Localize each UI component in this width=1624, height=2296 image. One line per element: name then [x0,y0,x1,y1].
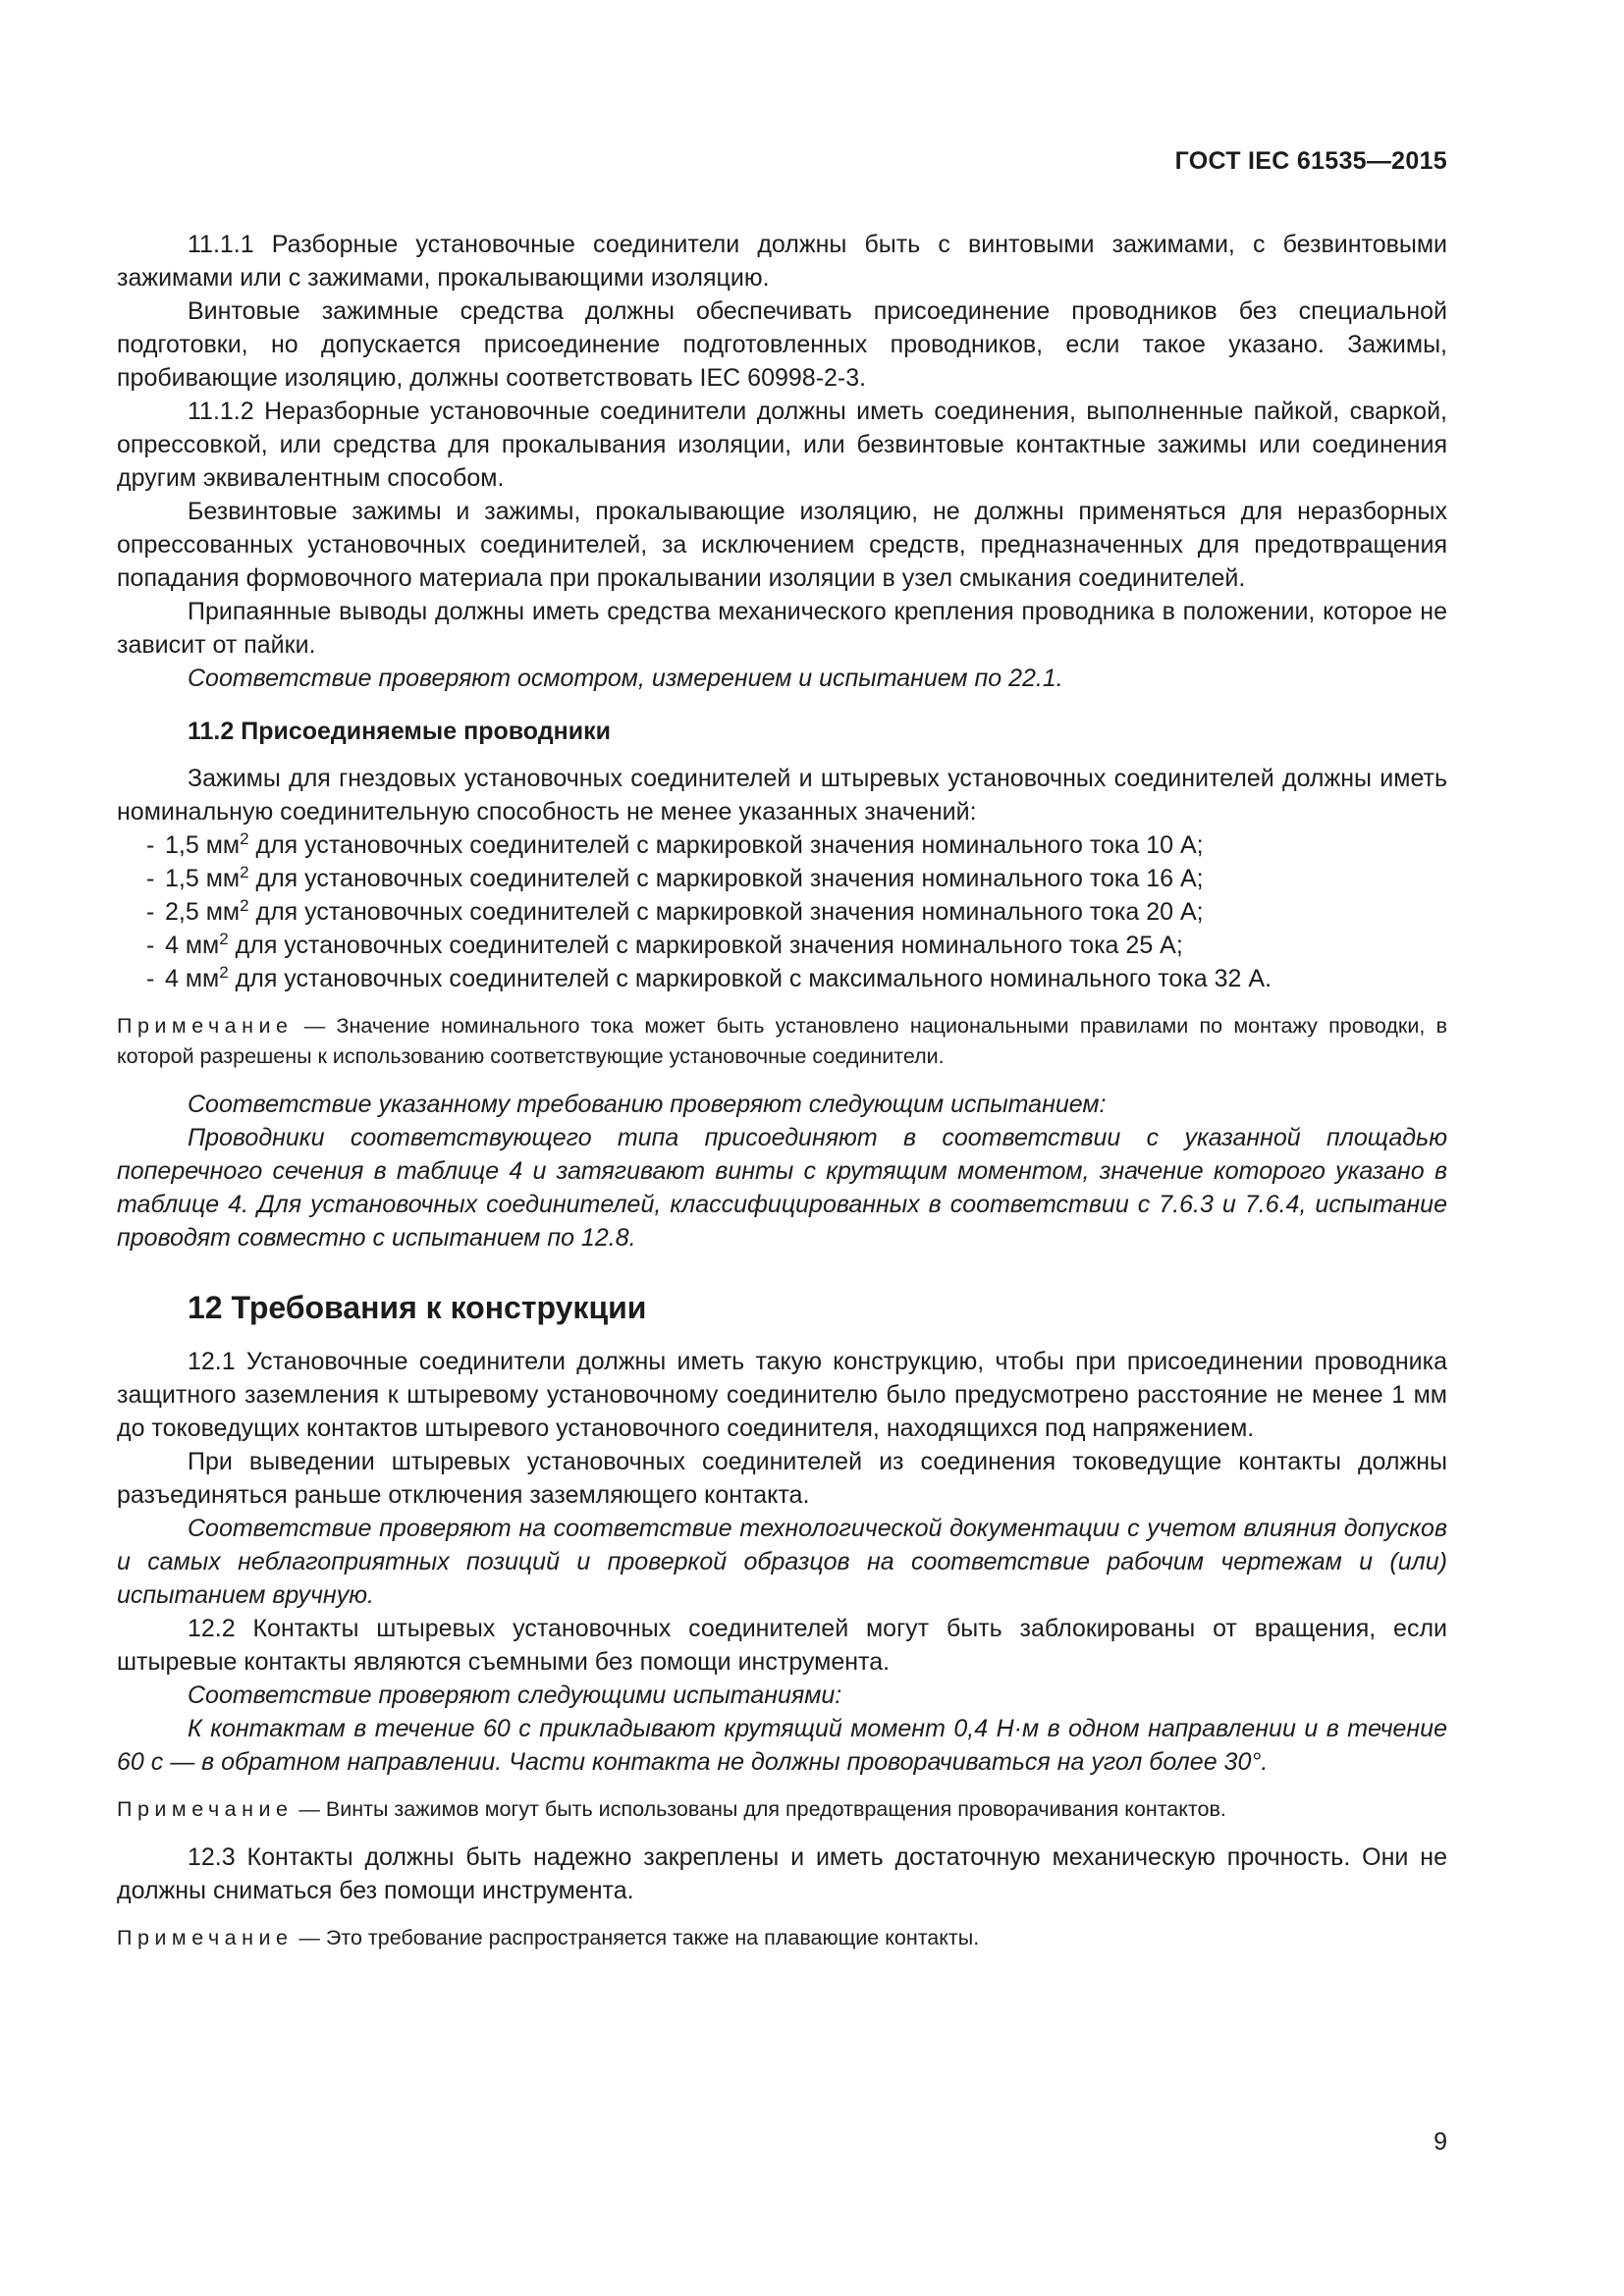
paragraph-torque-test: К контактам в течение 60 с прикладывают крутящий момент 0,4 Н·м в одном направлении и в течение 60 с — в обратном направлении. Части контакта не должны проворачиваться на угол более 30°. [117,1715,1447,1776]
list-item: - 4 $мм^2$ для установочных соединителей с маркировкой с максимального номинального тока 32 А. [165,962,1447,995]
paragraph-11-1-2: 11.1.2 Неразборные установочные соединители должны иметь соединения, выполненные пайкой, сваркой, опрессовкой, или средства для прокалывания изоляции, или безвинтовые контактные зажимы или соединения другим эквивалентным способом. [117,398,1447,492]
paragraph-compliance-test-intro: Соответствие указанному требованию проверяют следующим испытанием: [188,1091,1107,1118]
note-label: Примечание [117,1926,294,1949]
note-rated-current: Примечание — Значение номинального тока может быть установлено национальными правилами по монтажу проводки, в которой разрешены к использованию соответствующие установочные соединители. [117,1014,1447,1068]
note-floating-contacts: Примечание — Это требование распространяется также на плавающие контакты. [117,1926,980,1949]
document-body [117,228,1447,1969]
conductor-size-list [117,828,1447,995]
paragraph-test-procedure-table-4: Проводники соответствующего типа присоединяют в соответствии с указанной площадью поперечного сечения в таблице 4 и затягивают винты с крутящим моментом, значение которого указано в таблице 4. Для установочных соединителей, классифицированных в соответствии с 7.6.3 и 7.6.4, испытание проводят совместно с испытанием по 12.8. [117,1124,1447,1252]
section-heading-11-2: 11.2 Присоединяемые проводники [188,718,611,745]
paragraph-screwless-clamps: Безвинтовые зажимы и зажимы, прокалывающие изоляцию, не должны применяться для неразборных опрессованных установочных соединителей, за исключением средств, предназначенных для предотвращения попадания формовочного материала при прокалывании изоляции в узел смыкания соединителей. [117,498,1447,592]
list-dash: - [146,932,155,959]
list-item: - 4 $мм^2$ для установочных соединителей с маркировкой значения номинального тока 25 А; [165,929,1447,962]
paragraph-soldered-terminals: Припаянные выводы должны иметь средства механического крепления проводника в положении, которое не зависит от пайки. [117,598,1447,659]
document-code-header: ГОСТ IEC 61535—2015 [1174,147,1447,175]
paragraph-terminals-capacity: Зажимы для гнездовых установочных соединителей и штыревых установочных соединителей должны иметь номинальную соединительную способность не менее указанных значений: [117,765,1447,826]
paragraph-compliance-tests-intro: Соответствие проверяют следующими испытаниями: [188,1682,842,1709]
list-dash: - [146,965,155,992]
note-label: Примечание [117,1797,294,1821]
paragraph-screw-clamps: Винтовые зажимные средства должны обеспечивать присоединение проводников без специальной подготовки, но допускается присоединение подготовленных проводников, если такое указано. Зажимы, пробивающие изоляцию, должны соответствовать IEC 60998-2-3. [117,297,1447,392]
paragraph-disconnect-order: При выведении штыревых установочных соединителей из соединения токоведущие контакты должны разъединяться раньше отключения заземляющего контакта. [117,1448,1447,1509]
page-number: 9 [1434,2128,1447,2156]
list-dash: - [146,831,155,859]
list-item: - 1,5 $мм^2$ для установочных соединителей с маркировкой значения номинального тока 10 А; [165,828,1447,862]
note-label: Примечание [117,1014,294,1038]
paragraph-12-1: 12.1 Установочные соединители должны иметь такую конструкцию, чтобы при присоединении проводника защитного заземления к штыревому установочному соединителю было предусмотрено расстояние не менее 1 мм до токоведущих контактов штыревого установочного соединителя, находящихся под напряжением. [117,1348,1447,1442]
list-item: - 2,5 $мм^2$ для установочных соединителей с маркировкой значения номинального тока 20 А; [165,895,1447,929]
paragraph-12-2: 12.2 Контакты штыревых установочных соединителей могут быть заблокированы от вращения, если штыревые контакты являются съемными без помощи инструмента. [117,1615,1447,1676]
paragraph-compliance-22-1: Соответствие проверяют осмотром, измерением и испытанием по 22.1. [188,665,1063,692]
list-dash: - [146,898,155,926]
document-page [117,0,1447,2296]
list-item: - 1,5 $мм^2$ для установочных соединителей с маркировкой значения номинального тока 16 А; [165,862,1447,895]
paragraph-compliance-documentation: Соответствие проверяют на соответствие технологической документации с учетом влияния допусков и самых неблагоприятных позиций и проверкой образцов на соответствие рабочим чертежам и (или) испытанием вручную. [117,1515,1447,1609]
note-clamp-screws: Примечание — Винты зажимов могут быть использованы для предотвращения проворачивания контактов. [117,1797,1226,1821]
list-dash: - [146,865,155,892]
paragraph-11-1-1: 11.1.1 Разборные установочные соединители должны быть с винтовыми зажимами, с безвинтовыми зажимами или с зажимами, прокалывающими изоляцию. [117,231,1447,292]
paragraph-12-3: 12.3 Контакты должны быть надежно закреплены и иметь достаточную механическую прочность. Они не должны сниматься без помощи инструмента. [117,1843,1447,1904]
section-heading-12: 12 Требования к конструкции [188,1290,647,1325]
